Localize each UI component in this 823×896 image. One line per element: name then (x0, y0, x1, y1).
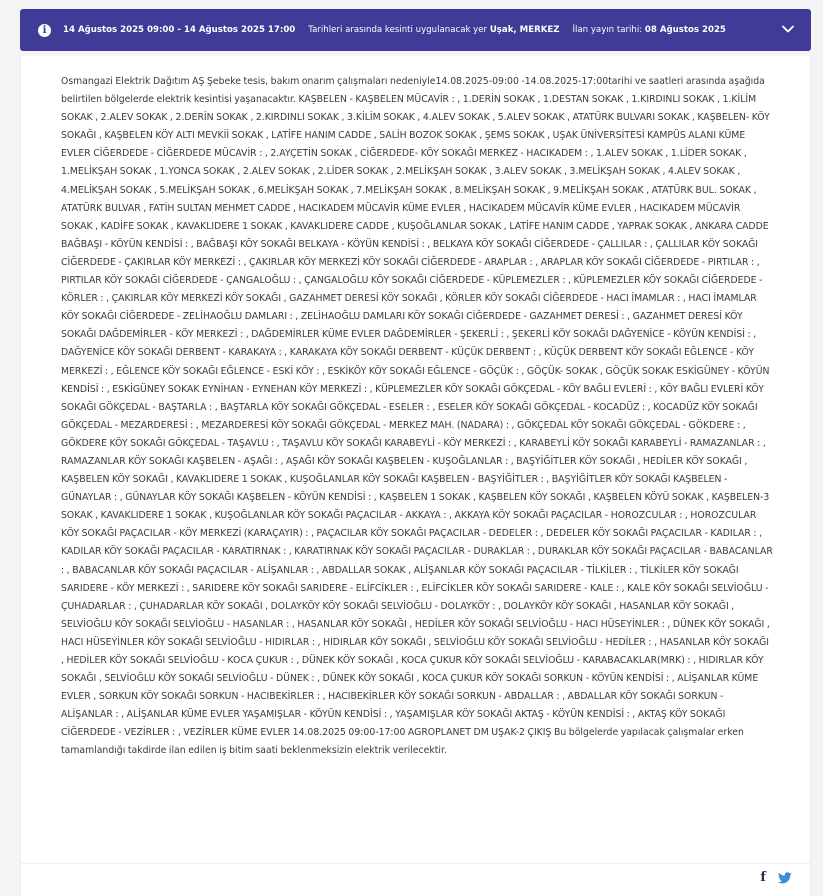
twitter-icon[interactable] (778, 872, 792, 884)
outage-dates: 14 Ağustos 2025 09:00 - 14 Ağustos 2025 17:00 (63, 25, 296, 35)
outage-location: Uşak, MERKEZ (489, 25, 560, 35)
announcement-text: Osmangazi Elektrik Dağıtım AŞ Şebeke tesis, bakım onarım çalışmaları nedeniyle14.08.2025-09:00 -14.08.2025-17:00tarihi ve saatleri arasında aşağıda belirtilen bölgelerde elektrik kesintisi yaşanacaktır. KAŞBELEN - KAŞBELEN MÜCAVİR : , 1.DERİN SOKAK , 1.DESTAN SOKAK , 1.KIRDINLI SOKAK , 1.KİLİM SOKAK , 2.ALEV SOKAK , 2.DERİN SOKAK , 2.KIRDINLI SOKAK , 3.KİLİM SOKAK , 4.ALEV SOKAK , 5.ALEV SOKAK , ATATÜRK BULVARI SOKAK , KAŞBELEN- KÖY SOKAĞI , KAŞBELEN KÖY ALTI MEVKİİ SOKAK , LATİFE HANIM CADDE , SALİH BOZOK SOKAK , ŞEMS SOKAK , UŞAK ÜNİVERSİTESİ KAMPÜS ALANI KÜME EVLER CİĞERDEDE - CİĞERDEDE MÜCAVİR : , 2.AYÇETİN SOKAK , CİĞERDEDE- KÖY SOKAĞI MERKEZ - HACIKADEM : , 1.ALEV SOKAK , 1.LİDER SOKAK , 1.MELİKŞAH SOKAK , 1.YONCA SOKAK , 2.ALEV SOKAK , 2.LİDER SOKAK , 2.MELİKŞAH SOKAK , 3.ALEV SOKAK , 3.MELİKŞAH SOKAK , 4.ALEV SOKAK , 4.MELİKŞAH SOKAK , 5.MELİKŞAH SOKAK , 6.MELİKŞAH SOKAK , 7.MELİKŞAH SOKAK , 8.MELİKŞAH SOKAK , 9.MELİKŞAH SOKAK , ATATÜRK BUL. SOKAK , ATATÜRK BULVAR , FATİH SULTAN MEHMET CADDE , HACIKADEM MÜCAVİR KÜME EVLER , HACIKADEM MÜCAVİR KÜME EVLER , HACIKADEM MÜCAVİR SOKAK , KADİFE SOKAK , KAVAKLIDERE 1 SOKAK , KAVAKLIDERE CADDE , KUŞOĞLANLAR SOKAK , LATİFE HANIM CADDE , YAPRAK SOKAK , ANKARA CADDE BAĞBAŞI - KÖYÜN KENDİSİ : , BAĞBAŞI KÖY SOKAĞI BELKAYA - KÖYÜN KENDİSİ : , BELKAYA KÖY SOKAĞI CİĞERDEDE - ÇALLILAR : , ÇALLILAR KÖY SOKAĞI CİĞERDEDE - ÇAKIRLAR KÖY MERKEZİ : , ÇAKIRLAR KÖY MERKEZİ KÖY SOKAĞI CİĞERDEDE - ARAPLAR : , ARAPLAR KÖY SOKAĞI CİĞERDEDE - PIRTILAR : , PIRTILAR KÖY SOKAĞI CİĞERDEDE - ÇANGALOĞLU : , ÇANGALOĞLU KÖY SOKAĞI CİĞERDEDE - KÜPLEMEZLER : , KÜPLEMEZLER KÖY SOKAĞI CİĞERDEDE - KÖRLER : , ÇAKIRLAR KÖY MERKEZİ KÖY SOKAĞI , GAZAHMET DERESİ KÖY SOKAĞI , KÖRLER KÖY SOKAĞI CİĞERDEDE - HACI İMAMLAR : , HACI İMAMLAR KÖY SOKAĞI CİĞERDEDE - ZELİHAOĞLU DAMLARI : , ZELİHAOĞLU DAMLARI KÖY SOKAĞI CİĞERDEDE - GAZAHMET DERESİ : , GAZAHMET DERESİ KÖY SOKAĞI DAĞDEMİRLER - KÖY MERKEZİ : , DAĞDEMİRLER KÜME EVLER DAĞDEMİRLER - ŞEKERLİ : , ŞEKERLİ KÖY SOKAĞI DAĞYENİCE - KÖYÜN KENDİSİ : , DAĞYENİCE KÖY SOKAĞI DERBENT - KARAKAYA : , KARAKAYA KÖY SOKAĞI DERBENT - KÜÇÜK DERBENT : , KÜÇÜK DERBENT KÖY SOKAĞI EĞLENCE - KÖY MERKEZİ : , EĞLENCE KÖY SOKAĞI EĞLENCE - ESKİ KÖY : , ESKİKÖY KÖY SOKAĞI EĞLENCE - GÖÇÜK : , GÖÇÜK- SOKAK , GÖÇÜK SOKAK ESKİGÜNEY - KÖYÜN KENDİSİ : , ESKİGÜNEY SOKAK EYNİHAN - EYNEHAN KÖY MERKEZİ : , KÜPLEMEZLER KÖY SOKAĞI GÖKÇEDAL - KÖY BAĞLI EVLERİ : , KÖY BAĞLI EVLERİ KÖY SOKAĞI GÖKÇEDAL - BAŞTARLA : , BAŞTARLA KÖY SOKAĞI GÖKÇEDAL - ESELER : , ESELER KÖY SOKAĞI GÖKÇEDAL - KOCADÜZ : , KOCADÜZ KÖY SOKAĞI GÖKÇEDAL - MEZARDERESİ : , MEZARDERESİ KÖY SOKAĞI GÖKÇEDAL - MERKEZ MAH. (NADARA) : , GÖKÇEDAL KÖY SOKAĞI GÖKÇEDAL - GÖKDERE : , GÖKDERE KÖY SOKAĞI GÖKÇEDAL - TAŞAVLU : , TAŞAVLU KÖY SOKAĞI KARABEYLİ - KÖY MERKEZİ : , KARABEYLİ KÖY SOKAĞI KARABEYLİ - RAMAZANLAR : , RAMAZANLAR KÖY SOKAĞI KAŞBELEN - AŞAĞI : , AŞAĞI KÖY SOKAĞI KAŞBELEN - KUŞOĞLANLAR : , BAŞYİĞİTLER KÖY SOKAĞI , HEDİLER KÖY SOKAĞI , KAŞBELEN KÖY SOKAĞI , KAVAKLIDERE 1 SOKAK , KUŞOĞLANLAR KÖY SOKAĞI KAŞBELEN - BAŞYİĞİTLER : , BAŞYİĞİTLER KÖY SOKAĞI KAŞBELEN - GÜNAYLAR : , GÜNAYLAR KÖY SOKAĞI KAŞBELEN - KÖYÜN KENDİSİ : , KAŞBELEN 1 SOKAK , KAŞBELEN KÖY SOKAĞI , KAŞBELEN KÖYÜ SOKAK , KAŞBELEN-3 SOKAK , KAVAKLIDERE 1 SOKAK , KUŞOĞLANLAR KÖY SOKAĞI PAÇACILAR - AKKAYA : , AKKAYA KÖY SOKAĞI PAÇACILAR - HOROZCULAR : , HOROZCULAR KÖY SOKAĞI PAÇACILAR - KÖY MERKEZİ (KARAÇAYIR) : , PAÇACILAR KÖY SOKAĞI PAÇACILAR - DEDELER : , DEDELER KÖY SOKAĞI PAÇACILAR - KADILAR : , KADILAR KÖY SOKAĞI PAÇACILAR - KARATIRNAK : , KARATIRNAK KÖY SOKAĞI PAÇACILAR - DURAKLAR : , DURAKLAR KÖY SOKAĞI PAÇACILAR - BABACANLAR : , BABACANLAR KÖY SOKAĞI PAÇACILAR - ALİŞANLAR : , ABDALLAR SOKAK , ALİŞANLAR KÖY SOKAĞI PAÇACILAR - TİLKİLER : , TİLKİLER KÖY SOKAĞI SARIDERE - KÖY MERKEZİ : , SARIDERE KÖY SOKAĞI SARIDERE - ELİFCİKLER : , ELİFCİKLER KÖY SOKAĞI SARIDERE - KALE : , KALE KÖY SOKAĞI SELVİOĞLU - ÇUHADARLAR : , ÇUHADARLAR KÖY SOKAĞI , DOLAYKÖY KÖY SOKAĞI SELVİOĞLU - DOLAYKÖY : , DOLAYKÖY KÖY SOKAĞI , HASANLAR KÖY SOKAĞI , SELVİOĞLU KÖY SOKAĞI SELVİOĞLU - HASANLAR : , HASANLAR KÖY SOKAĞI , HEDİLER KÖY SOKAĞI SELVİOĞLU - HACI HÜSEYİNLER : , DÜNEK KÖY SOKAĞI , HACI HÜSEYİNLER KÖY SOKAĞI SELVİOĞLU - HIDIRLAR : , HIDIRLAR KÖY SOKAĞI , SELVİOĞLU KÖY SOKAĞI SELVİOĞLU - HEDİLER : , HASANLAR KÖY SOKAĞI , HEDİLER KÖY SOKAĞI SELVİOĞLU - KOCA ÇUKUR : , DÜNEK KÖY SOKAĞI , KOCA ÇUKUR KÖY SOKAĞI SELVİOĞLU - KARABACAKLAR(MRK) : , HIDIRLAR KÖY SOKAĞI , SELVİOĞLU KÖY SOKAĞI SELVİOĞLU - DÜNEK : , DÜNEK KÖY SOKAĞI , KOCA ÇUKUR KÖY SOKAĞI SORKUN - KÖYÜN KENDİSİ : , ALİŞANLAR KÜME EVLER , SORKUN KÖY SOKAĞI SORKUN - HACIBEKİRLER : , HACIBEKİRLER KÖY SOKAĞI SORKUN - ABDALLAR : , ABDALLAR KÖY SOKAĞI SORKUN - ALİŞANLAR : , ALİŞANLAR KÜME EVLER YAŞAMIŞLAR - KÖYÜN KENDİSİ : , YAŞAMIŞLAR KÖY SOKAĞI AKTAŞ - KÖYÜN KENDİSİ : , AKTAŞ KÖY SOKAĞI CİĞERDEDE - VEZİRLER : , VEZİRLER KÜME EVLER 14.08.2025 09:00-17:00 AGROPLANET DM UŞAK-2 ÇIKIŞ Bu bölgelerde yapılacak çalışmalar erken tamamlandığı takdirde ilan edilen iş bitim saati beklenmeksizin elektrik verilecektir. (61, 76, 773, 757)
announcement-card (20, 56, 811, 896)
outage-location-label (308, 25, 559, 35)
divider (21, 863, 810, 864)
share-links (760, 871, 792, 885)
publication-date (572, 25, 725, 35)
info-icon: i (38, 24, 51, 37)
chevron-down-icon[interactable] (781, 22, 795, 36)
facebook-icon[interactable]: f (760, 870, 766, 885)
publication-date-value: 08 Ağustos 2025 (644, 25, 726, 35)
location-prefix: Tarihleri arasında kesinti uygulanacak yer (308, 25, 488, 35)
publication-label: İlan yayın tarihi: (572, 25, 643, 35)
outage-header-bar[interactable] (20, 9, 811, 51)
